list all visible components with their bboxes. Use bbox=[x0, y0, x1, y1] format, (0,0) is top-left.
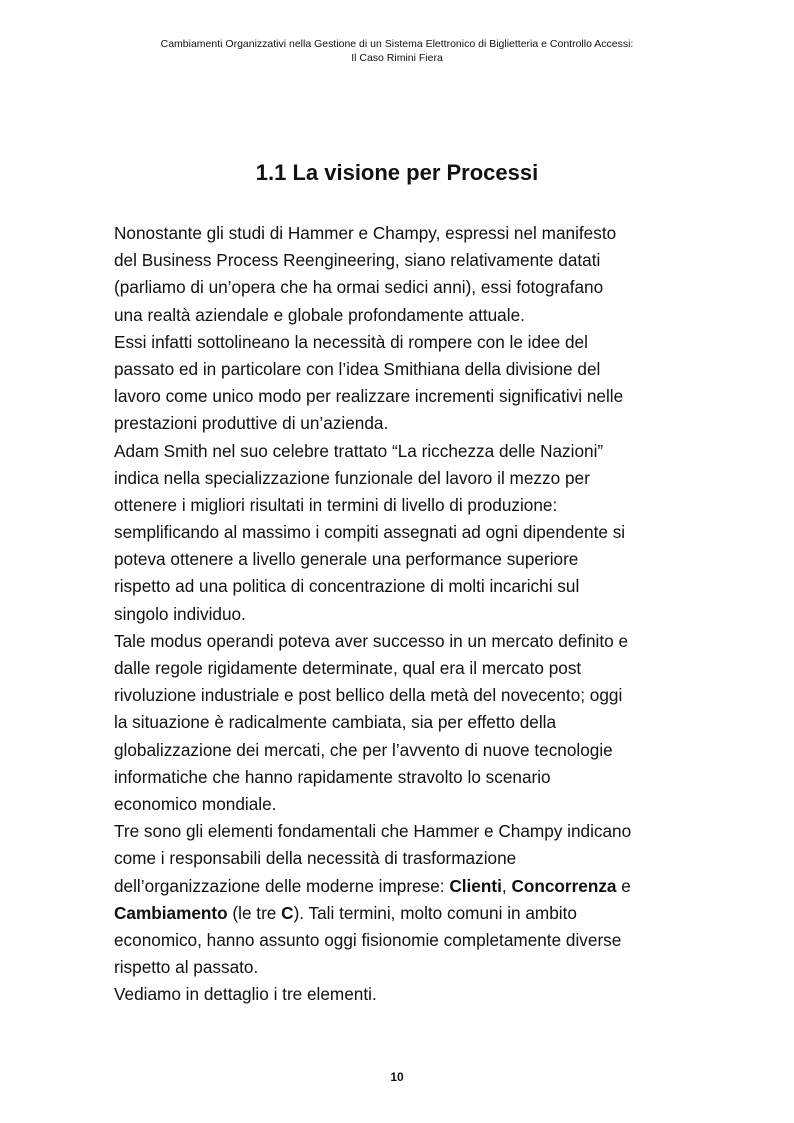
body-line: informatiche che hanno rapidamente stravolto lo scenario bbox=[114, 766, 551, 787]
body-line: ottenere i migliori risultati in termini di livello di produzione: bbox=[114, 494, 558, 515]
body-line-with-emphasis bbox=[114, 873, 694, 900]
body-line: Tale modus operandi poteva aver successo in un mercato definito e bbox=[114, 630, 629, 651]
body-line: singolo individuo. bbox=[114, 603, 246, 624]
body-line: Vediamo in dettaglio i tre elementi. bbox=[114, 984, 377, 1005]
body-line: Adam Smith nel suo celebre trattato “La ricchezza delle Nazioni” bbox=[114, 440, 604, 461]
body-line: prestazioni produttive di un’azienda. bbox=[114, 413, 389, 434]
body-text-run: ). Tali termini, molto comuni in ambito bbox=[293, 902, 577, 923]
body-line-with-emphasis bbox=[114, 900, 694, 927]
running-header-line-2: Il Caso Rimini Fiera bbox=[351, 52, 443, 64]
body-line: rispetto ad una politica di concentrazione di molti incarichi sul bbox=[114, 576, 580, 597]
body-line: semplificando al massimo i compiti assegnati ad ogni dipendente si bbox=[114, 522, 626, 543]
emphasis-c: C bbox=[281, 902, 294, 923]
body-line: rispetto al passato. bbox=[114, 957, 259, 978]
body-line: Essi infatti sottolineano la necessità di rompere con le idee del bbox=[114, 331, 588, 352]
body-line: indica nella specializzazione funzionale del lavoro il mezzo per bbox=[114, 467, 590, 488]
body-line: rivoluzione industriale e post bellico della metà del novecento; oggi bbox=[114, 685, 623, 706]
body-text-run: (le tre bbox=[227, 902, 282, 923]
body-line: una realtà aziendale e globale profondamente attuale. bbox=[114, 304, 525, 325]
body-line: la situazione è radicalmente cambiata, sia per effetto della bbox=[114, 712, 557, 733]
body-line: passato ed in particolare con l’idea Smithiana della divisione del bbox=[114, 358, 601, 379]
body-line: Nonostante gli studi di Hammer e Champy, espressi nel manifesto bbox=[114, 223, 617, 243]
section-title: 1.1 La visione per Processi bbox=[255, 160, 539, 185]
body-line: economico mondiale. bbox=[114, 793, 277, 814]
body-line: dalle regole rigidamente determinate, qual era il mercato post bbox=[114, 658, 582, 678]
running-header-line-1: Cambiamenti Organizzativi nella Gestione di un Sistema Elettronico di Biglietteria e Controllo Accessi: bbox=[160, 38, 634, 50]
body-line: poteva ottenere a livello generale una performance superiore bbox=[114, 549, 579, 570]
emphasis-cambiamento: Cambiamento bbox=[114, 902, 228, 923]
body-line: lavoro come unico modo per realizzare incrementi significativi nelle bbox=[114, 386, 624, 407]
body-text-run: , bbox=[501, 875, 512, 896]
emphasis-concorrenza: Concorrenza bbox=[511, 875, 617, 896]
page-number: 10 bbox=[390, 1070, 404, 1084]
body-line: come i responsabili della necessità di trasformazione bbox=[114, 848, 517, 869]
body-line: del Business Process Reengineering, siano relativamente datati bbox=[114, 250, 601, 271]
body-text bbox=[114, 220, 694, 1008]
body-line: Tre sono gli elementi fondamentali che Hammer e Champy indicano bbox=[114, 821, 632, 842]
body-line: economico, hanno assunto oggi fisionomie completamente diverse bbox=[114, 929, 622, 950]
running-header bbox=[0, 37, 794, 65]
body-line: (parliamo di un’opera che ha ormai sedici anni), essi fotografano bbox=[114, 277, 604, 298]
body-text-run: e bbox=[616, 875, 631, 896]
body-line: globalizzazione dei mercati, che per l’avvento di nuove tecnologie bbox=[114, 739, 613, 760]
body-text-run: dell’organizzazione delle moderne imprese: bbox=[114, 875, 450, 896]
emphasis-clienti: Clienti bbox=[449, 875, 502, 896]
